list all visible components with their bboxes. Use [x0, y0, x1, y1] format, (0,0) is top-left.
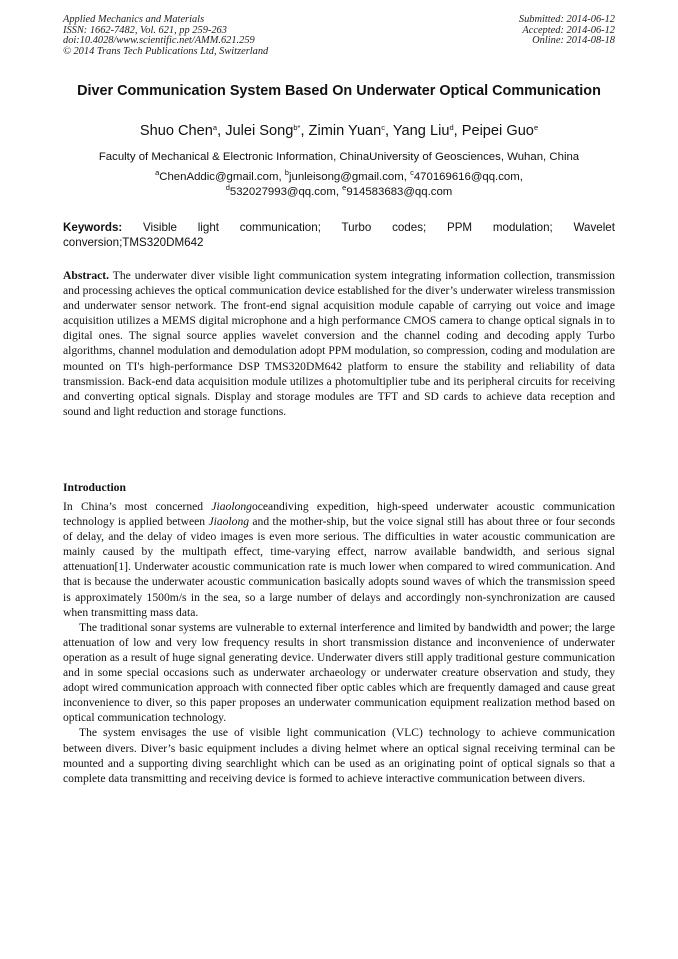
paragraph: The traditional sonar systems are vulnerable to external interference and limited by bandwidth and power; the large attenuation of low and very low frequency results in short transmission distance and inconvenience of underwater operation as a result of huge signal generating device. Underwater divers still apply traditional gesture communication and in some special occasions such as underwater archaeology or underwater creature observation and study, they adopt wired communication approach with connected fiber optic cables which are frequently damaged and cause great inconvenience to diver, so this paper proposes an underwater communication equipment realization method based on optical communication technology.	[63, 620, 615, 725]
section-heading-introduction: Introduction	[63, 481, 126, 494]
affiliation: Faculty of Mechanical & Electronic Information, ChinaUniversity of Geosciences, Wuhan, China	[98, 151, 580, 163]
email-line	[63, 170, 615, 185]
author-name: Julei Song	[225, 123, 294, 139]
paragraph: The system envisages the use of visible light communication (VLC) technology to achieve communication between divers. Diver’s basic equipment includes a diving helmet where an optical signal receiving terminal can be mounted and a supporting diving searchlight which can be used as an originating point of optical signals so that a complete data transmitting and receiving device is formed to achieve interactive communication between divers.	[63, 726, 615, 785]
abstract-label: Abstract.	[63, 269, 110, 282]
paper-title: Diver Communication System Based On Underwater Optical Communication	[77, 83, 601, 99]
author-marker: b*	[293, 123, 301, 132]
keywords-block	[63, 221, 615, 250]
keywords-text: Visible light communication; Turbo codes; PPM modulation; Wavelet conversion;TMS320DM642	[63, 221, 615, 249]
email-marker: d	[225, 183, 230, 192]
author-marker: a	[212, 123, 218, 132]
author-name: Zimin Yuan	[308, 123, 382, 139]
author-marker: e	[533, 123, 539, 132]
author-name: Peipei Guo	[461, 123, 534, 139]
journal-info	[63, 15, 268, 57]
abstract-text: The underwater diver visible light communication system integrating information collection, transmission and processing achieves the optical communication device established for the diver’s underwater wireless transmission and underwater sensor network. The front-end signal acquisition module capable of carrying out voice and image acquisition utilizes a MEMS digital microphone and a high performance CMOS camera to change optical signals in to digital ones. The signal source applies wavelet conversion and the channel coding and decoding apply Turbo algorithms, channel modulation and demodulation adopt PPM modulation, so compression, coding and modulation are mounted on TI's high-performance DSP TMS320DM642 platform to ensure the stability and reliability of data transmission. Back-end data acquisition module utilizes a photomultiplier tube and its peripheral circuits for receiving and converting optical signals. Display and storage modules are TFT and SD cards to achieve data reception and sound and light reduction and storage functions.	[63, 269, 615, 418]
email-marker: e	[342, 183, 347, 192]
email-address[interactable]: 532027993@qq.com,	[229, 186, 339, 198]
author-marker: c	[381, 123, 386, 132]
email-address[interactable]: 470169616@qq.com,	[413, 171, 523, 183]
text-run: oceandiving expedition, high-speed underwater acoustic communication technology is applied between	[63, 500, 615, 529]
text-run: and the mother-ship, but the voice signal still has about three or four seconds of delay, and the delay of video images is even more serious. The difficulties in water acoustic communication are mainly caused by the multipath effect, time-varying effect, narrow available bandwidth, and serious signal attenuation[1]. Underwater acoustic communication rate is much lower when compared to wired communication. And that is because the underwater acoustic communication basically adopts sound waves of which the transmission speed is approximately 1500m/s in the sea, so a large number of delays and accordingly non-synchronization are caused when transmitting mass data.	[63, 515, 615, 619]
email-marker: a	[155, 168, 160, 177]
author-marker: d	[449, 123, 454, 132]
email-address[interactable]: ChenAddic@gmail.com,	[159, 171, 282, 183]
submitted-date: Submitted: 2014-06-12	[518, 14, 615, 25]
introduction-body	[63, 499, 615, 786]
author-list: Shuo Chen$^a$, Julei Song$^{b*}$, Zimin Yuan$^c$, Yang Liu$^d$, Peipei Guo$^e$	[139, 123, 539, 139]
copyright-line: © 2014 Trans Tech Publications Ltd, Switzerland	[63, 45, 269, 57]
doi-line: doi:10.4028/www.scientific.net/AMM.621.259	[63, 35, 255, 47]
journal-name: Applied Mechanics and Materials	[63, 14, 205, 25]
author-name: Shuo Chen	[139, 123, 213, 139]
vessel-name: Jiaolong	[208, 515, 250, 529]
email-marker: b	[284, 168, 289, 177]
abstract-block	[63, 268, 615, 419]
email-line	[63, 185, 615, 200]
email-marker: c	[410, 168, 414, 177]
accepted-date: Accepted: 2014-06-12	[522, 24, 615, 36]
text-run: In China’s most concerned	[63, 500, 212, 513]
email-address[interactable]: 914583683@qq.com	[346, 186, 453, 198]
email-list	[63, 170, 615, 200]
email-address[interactable]: junleisong@gmail.com,	[288, 171, 407, 183]
dates-info	[519, 15, 615, 47]
vessel-name: Jiaolong	[211, 500, 252, 513]
issn-line: ISSN: 1662-7482, Vol. 621, pp 259-263	[63, 24, 227, 36]
paragraph	[63, 499, 615, 620]
online-date: Online: 2014-08-18	[532, 35, 615, 47]
keywords-label: Keywords:	[63, 221, 123, 234]
author-name: Yang Liu	[392, 123, 450, 139]
